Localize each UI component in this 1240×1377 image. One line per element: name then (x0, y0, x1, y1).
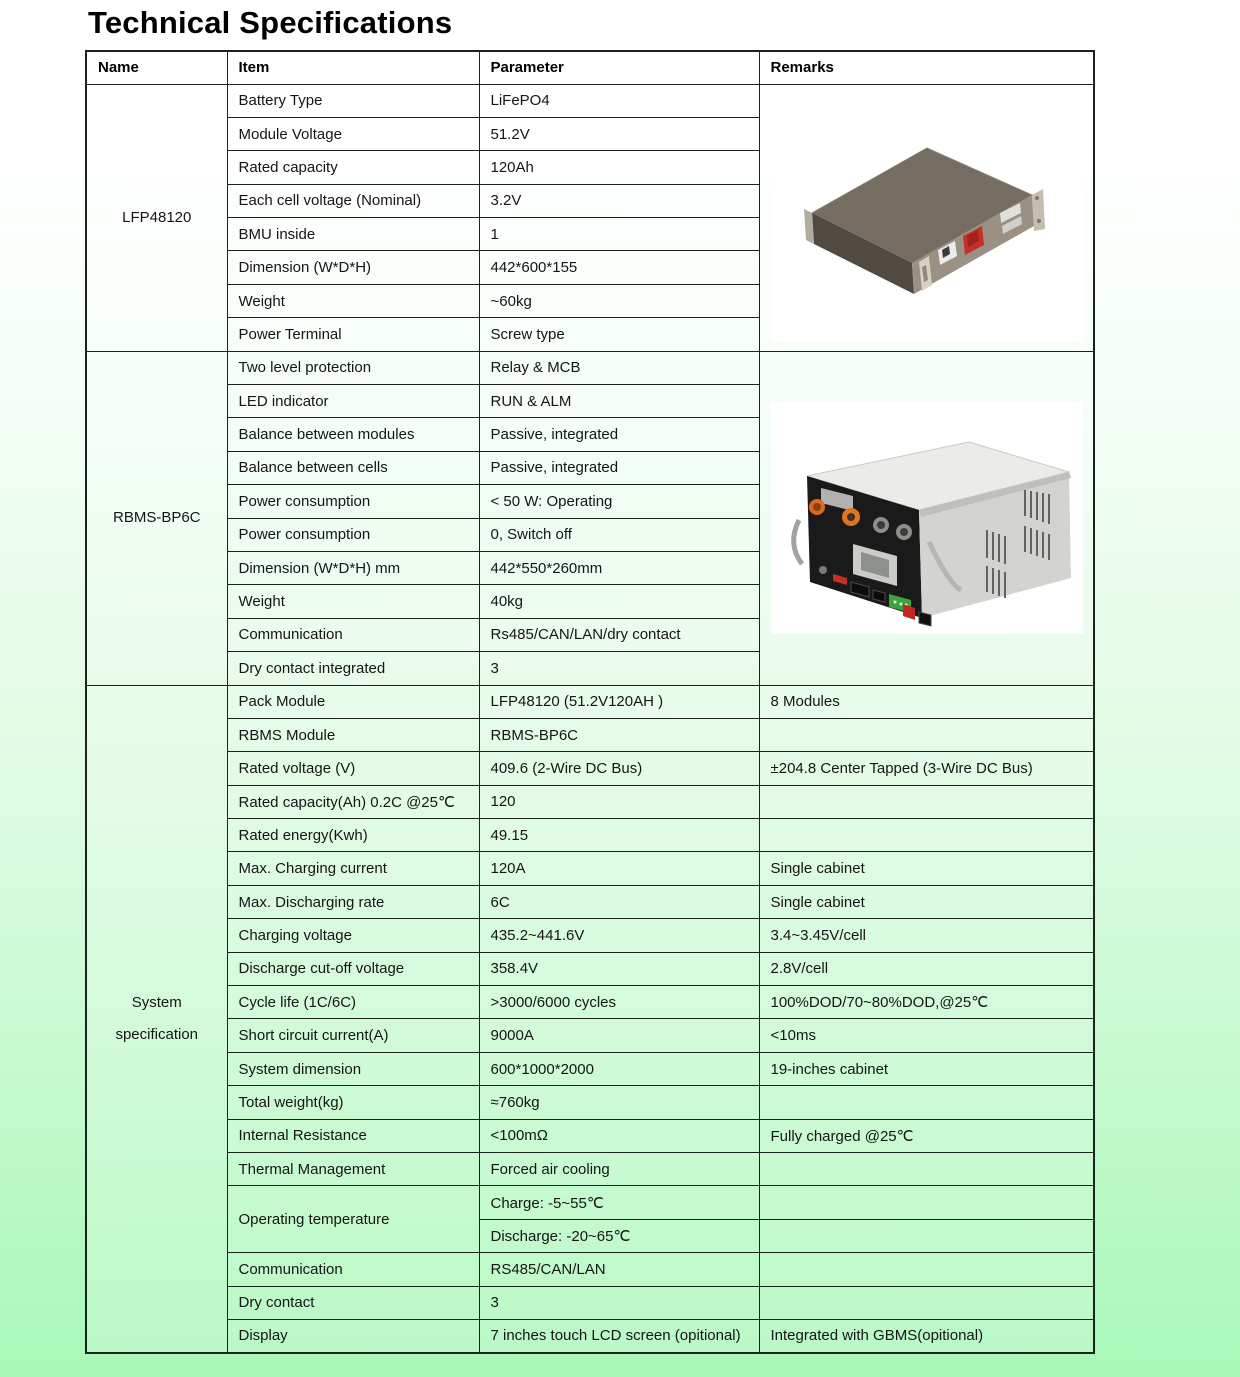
item-cell: Dimension (W*D*H) mm (227, 551, 479, 584)
table-row (86, 1253, 1094, 1286)
item-cell: System dimension (227, 1052, 479, 1085)
table-row (86, 84, 1094, 117)
table-row (86, 1052, 1094, 1085)
item-cell: Power consumption (227, 485, 479, 518)
remark-cell (759, 1086, 1094, 1119)
table-row (86, 819, 1094, 852)
item-cell: Module Voltage (227, 117, 479, 150)
remark-cell: 2.8V/cell (759, 952, 1094, 985)
parameter-cell: 0, Switch off (479, 518, 759, 551)
remark-cell (759, 785, 1094, 818)
parameter-cell: 3.2V (479, 184, 759, 217)
section-rbms-bp6c (86, 351, 1094, 685)
remark-cell: <10ms (759, 1019, 1094, 1052)
parameter-cell: 3 (479, 652, 759, 685)
parameter-cell: Screw type (479, 318, 759, 351)
table-row (86, 1119, 1094, 1152)
parameter-cell: 49.15 (479, 819, 759, 852)
parameter-cell: Forced air cooling (479, 1153, 759, 1186)
parameter-cell: 442*600*155 (479, 251, 759, 284)
table-row (86, 685, 1094, 718)
section-lfp48120 (86, 84, 1094, 351)
header-item: Item (227, 51, 479, 84)
parameter-cell: < 50 W: Operating (479, 485, 759, 518)
table-row (86, 852, 1094, 885)
item-cell: Each cell voltage (Nominal) (227, 184, 479, 217)
remark-cell (759, 1186, 1094, 1219)
item-cell: Cycle life (1C/6C) (227, 986, 479, 1019)
parameter-cell: 40kg (479, 585, 759, 618)
item-cell: Communication (227, 618, 479, 651)
item-cell: Communication (227, 1253, 479, 1286)
item-cell: Dimension (W*D*H) (227, 251, 479, 284)
remark-cell: 19-inches cabinet (759, 1052, 1094, 1085)
remark-cell: Integrated with GBMS(opitional) (759, 1319, 1094, 1352)
parameter-cell: 120A (479, 852, 759, 885)
parameter-cell: RBMS-BP6C (479, 718, 759, 751)
parameter-cell: RUN & ALM (479, 385, 759, 418)
remark-cell: 8 Modules (759, 685, 1094, 718)
parameter-cell: ~60kg (479, 284, 759, 317)
remark-cell: 3.4~3.45V/cell (759, 919, 1094, 952)
item-cell: BMU inside (227, 218, 479, 251)
item-cell: Power consumption (227, 518, 479, 551)
parameter-cell: 442*550*260mm (479, 551, 759, 584)
item-cell: Rated capacity (227, 151, 479, 184)
parameter-cell: ≈760kg (479, 1086, 759, 1119)
photo-backdrop (771, 94, 1083, 342)
parameter-cell: Passive, integrated (479, 418, 759, 451)
parameter-cell: 409.6 (2-Wire DC Bus) (479, 752, 759, 785)
parameter-cell: Passive, integrated (479, 451, 759, 484)
item-cell: Internal Resistance (227, 1119, 479, 1152)
remark-cell (759, 718, 1094, 751)
item-cell: Weight (227, 284, 479, 317)
table-row (86, 1019, 1094, 1052)
table-row (86, 752, 1094, 785)
parameter-cell: LFP48120 (51.2V120AH ) (479, 685, 759, 718)
table-row (86, 1186, 1094, 1219)
item-cell: Two level protection (227, 351, 479, 384)
section-name-rbms-bp6c: RBMS-BP6C (86, 351, 227, 685)
parameter-cell: 358.4V (479, 952, 759, 985)
item-cell: Max. Discharging rate (227, 885, 479, 918)
table-row (86, 1086, 1094, 1119)
parameter-cell: 3 (479, 1286, 759, 1319)
parameter-cell: LiFePO4 (479, 84, 759, 117)
section-system-specification (86, 685, 1094, 1353)
section-name-lfp48120: LFP48120 (86, 84, 227, 351)
item-cell-operating-temperature: Operating temperature (227, 1186, 479, 1253)
page-title: Technical Specifications (88, 5, 453, 40)
table-row (86, 351, 1094, 384)
parameter-cell: 600*1000*2000 (479, 1052, 759, 1085)
parameter-cell: Discharge: -20~65℃ (479, 1219, 759, 1252)
table-row (86, 1319, 1094, 1352)
remark-cell (759, 1253, 1094, 1286)
parameter-cell: 120 (479, 785, 759, 818)
item-cell: Dry contact (227, 1286, 479, 1319)
parameter-cell: 120Ah (479, 151, 759, 184)
item-cell: RBMS Module (227, 718, 479, 751)
item-cell: Discharge cut-off voltage (227, 952, 479, 985)
table-row (86, 785, 1094, 818)
parameter-cell: Relay & MCB (479, 351, 759, 384)
table-header-row (86, 51, 1094, 84)
parameter-cell: >3000/6000 cycles (479, 986, 759, 1019)
parameter-cell: 51.2V (479, 117, 759, 150)
item-cell: Power Terminal (227, 318, 479, 351)
remark-cell: ±204.8 Center Tapped (3-Wire DC Bus) (759, 752, 1094, 785)
header-name: Name (86, 51, 227, 84)
item-cell: Display (227, 1319, 479, 1352)
remarks-image-cell (759, 84, 1094, 351)
photo-backdrop (771, 402, 1083, 634)
table-row (86, 718, 1094, 751)
table-row (86, 1153, 1094, 1186)
item-cell: Charging voltage (227, 919, 479, 952)
parameter-cell: 1 (479, 218, 759, 251)
item-cell: Balance between cells (227, 451, 479, 484)
remark-cell (759, 819, 1094, 852)
item-cell: Pack Module (227, 685, 479, 718)
remark-cell: Fully charged @25℃ (759, 1119, 1094, 1152)
item-cell: Battery Type (227, 84, 479, 117)
item-cell: LED indicator (227, 385, 479, 418)
parameter-cell: 6C (479, 885, 759, 918)
parameter-cell: Rs485/CAN/LAN/dry contact (479, 618, 759, 651)
item-cell: Rated voltage (V) (227, 752, 479, 785)
table-row (86, 885, 1094, 918)
bms-unit-product-photo (777, 404, 1077, 632)
parameter-cell: 7 inches touch LCD screen (opitional) (479, 1319, 759, 1352)
item-cell: Rated capacity(Ah) 0.2C @25℃ (227, 785, 479, 818)
table-row (86, 952, 1094, 985)
parameter-cell: 435.2~441.6V (479, 919, 759, 952)
section-name-system-specification: System specification (86, 685, 227, 1353)
spec-table (85, 50, 1095, 1354)
parameter-cell: <100mΩ (479, 1119, 759, 1152)
battery-module-product-photo (777, 103, 1077, 333)
parameter-cell: Charge: -5~55℃ (479, 1186, 759, 1219)
item-cell: Max. Charging current (227, 852, 479, 885)
item-cell: Short circuit current(A) (227, 1019, 479, 1052)
header-remarks: Remarks (759, 51, 1094, 84)
remark-cell (759, 1286, 1094, 1319)
parameter-cell: 9000A (479, 1019, 759, 1052)
item-cell: Dry contact integrated (227, 652, 479, 685)
remark-cell (759, 1153, 1094, 1186)
item-cell: Rated energy(Kwh) (227, 819, 479, 852)
remarks-image-cell (759, 351, 1094, 685)
remark-cell: Single cabinet (759, 885, 1094, 918)
parameter-cell: RS485/CAN/LAN (479, 1253, 759, 1286)
remark-cell: Single cabinet (759, 852, 1094, 885)
item-cell: Thermal Management (227, 1153, 479, 1186)
table-row (86, 919, 1094, 952)
table-row (86, 1286, 1094, 1319)
item-cell: Balance between modules (227, 418, 479, 451)
remark-cell: 100%DOD/70~80%DOD,@25℃ (759, 986, 1094, 1019)
item-cell: Total weight(kg) (227, 1086, 479, 1119)
remark-cell (759, 1219, 1094, 1252)
item-cell: Weight (227, 585, 479, 618)
header-parameter: Parameter (479, 51, 759, 84)
table-row (86, 986, 1094, 1019)
